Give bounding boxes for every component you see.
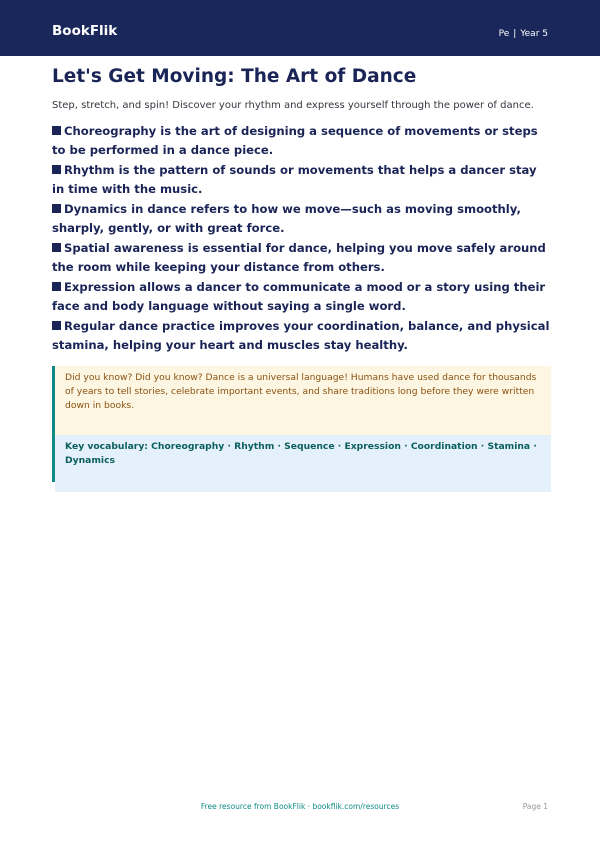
crumb-separator: | [513, 29, 517, 39]
page-number: Page 1 [522, 802, 548, 811]
square-bullet-icon [52, 321, 61, 330]
square-bullet-icon [52, 165, 61, 174]
list-item [52, 200, 552, 238]
list-item [52, 161, 552, 199]
header-bar [0, 0, 600, 56]
list-item [52, 278, 552, 316]
point-text: Spatial awareness is essential for dance, helping you move safely around the room while keeping your distance from others. [52, 241, 546, 274]
point-text: Expression allows a dancer to communicate a mood or a story using their face and body language without saying a single word. [52, 280, 546, 313]
subject-label: Pe [498, 29, 510, 39]
point-text: Regular dance practice improves your coordination, balance, and physical stamina, helping your heart and muscles stay healthy. [52, 319, 550, 352]
key-vocabulary-text: Key vocabulary: Choreography · Rhythm · Sequence · Expression · Coordination · Stamina · Dynamics [55, 435, 551, 492]
point-text: Choreography is the art of designing a sequence of movements or steps to be performed in a dance piece. [52, 124, 538, 157]
square-bullet-icon [52, 243, 61, 252]
grade-label: Year 5 [520, 29, 548, 39]
fact-callout [52, 366, 551, 482]
did-you-know-text: Did you know? Did you know? Dance is a universal language! Humans have used dance for thousands of years to tell stories, celebrate important events, and share traditions long before they were written down in books. [55, 366, 551, 435]
footer-resource-link[interactable]: Free resource from BookFlik · bookflik.com/resources [200, 802, 400, 811]
page-title: Let's Get Moving: The Art of Dance [52, 66, 417, 87]
subject-grade-label [499, 28, 548, 40]
list-item [52, 239, 552, 277]
brand-logo[interactable]: BookFlik [52, 23, 118, 39]
point-text: Rhythm is the pattern of sounds or movements that helps a dancer stay in time with the music. [52, 163, 537, 196]
key-points-list [52, 122, 552, 356]
square-bullet-icon [52, 282, 61, 291]
square-bullet-icon [52, 204, 61, 213]
intro-text: Step, stretch, and spin! Discover your rhythm and express yourself through the power of dance. [52, 100, 534, 111]
square-bullet-icon [52, 126, 61, 135]
list-item [52, 317, 552, 355]
point-text: Dynamics in dance refers to how we move—such as moving smoothly, sharply, gently, or with great force. [52, 202, 521, 235]
list-item [52, 122, 552, 160]
